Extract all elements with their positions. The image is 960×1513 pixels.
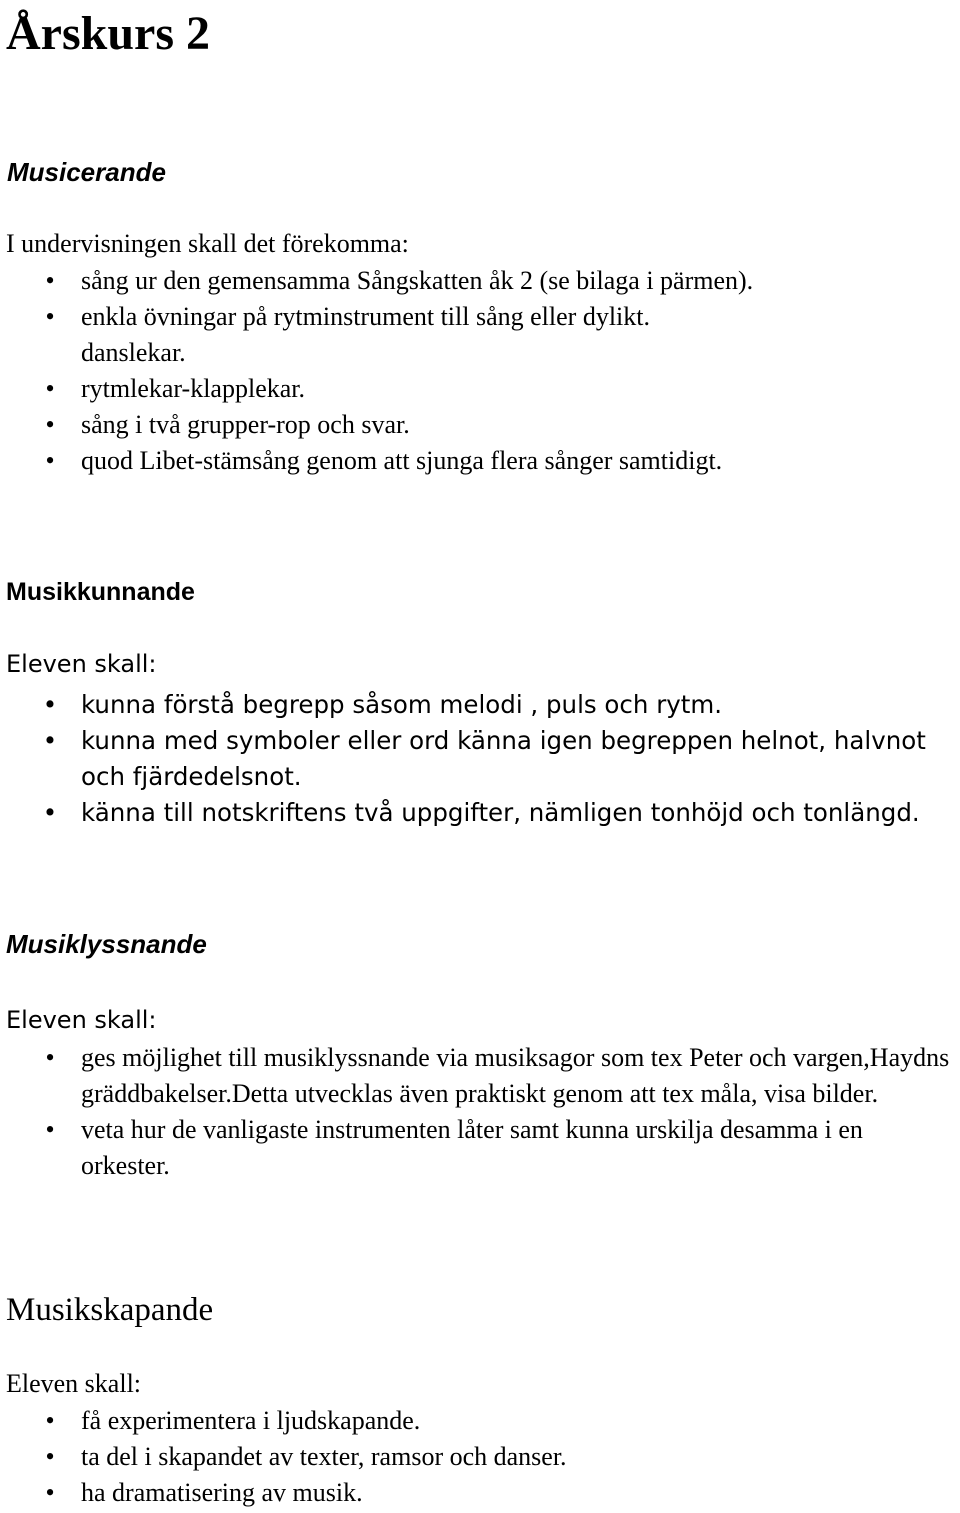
intro-text: Eleven skall:	[6, 1369, 142, 1398]
section-heading-musikkunnande: Musikkunnande	[6, 578, 195, 606]
musikkunnande-list	[0, 687, 960, 831]
list-item: • kunna med symboler eller ord känna igen begreppen helnot, halvnot och fjärdedelsnot.	[0, 723, 960, 795]
bullet-icon: •	[45, 1115, 55, 1144]
list-item: • veta hur de vanligaste instrumenten låter samt kunna urskilja desamma i en orkester.	[0, 1112, 958, 1184]
bullet-icon: •	[45, 410, 55, 439]
list-item: • känna till notskriftens två uppgifter, nämligen tonhöjd och tonlängd.	[0, 795, 960, 831]
musiklyssnande-list	[0, 1040, 958, 1184]
bullet-icon: •	[45, 374, 55, 403]
list-item: • sång ur den gemensamma Sångskatten åk 2 (se bilaga i pärmen).	[0, 263, 950, 299]
page-title: Årskurs 2	[6, 7, 211, 60]
bullet-icon: •	[45, 302, 55, 331]
section-heading-musicerande: Musicerande	[7, 157, 166, 187]
bullet-icon: •	[42, 726, 58, 755]
intro-text: Eleven skall:	[6, 1006, 157, 1034]
bullet-icon: •	[45, 1043, 55, 1072]
list-item: • quod Libet-stämsång genom att sjunga flera sånger samtidigt.	[0, 443, 950, 479]
list-item: • enkla övningar på rytminstrument till sång eller dylikt.	[0, 299, 950, 335]
bullet-icon: •	[45, 1478, 55, 1507]
bullet-icon: •	[45, 1406, 55, 1435]
list-item: • få experimentera i ljudskapande.	[0, 1403, 950, 1439]
intro-text: Eleven skall:	[6, 650, 157, 678]
list-item: • rytmlekar-klapplekar.	[0, 371, 950, 407]
bullet-icon: •	[45, 1442, 55, 1471]
list-item: danslekar.	[81, 338, 186, 367]
list-item: • sång i två grupper-rop och svar.	[0, 407, 950, 443]
section-heading-musiklyssnande: Musiklyssnande	[6, 929, 207, 959]
bullet-icon: •	[45, 266, 55, 295]
musicerande-list	[0, 263, 950, 479]
musikskapande-list	[0, 1403, 950, 1511]
bullet-icon: •	[45, 446, 55, 475]
list-item: • kunna förstå begrepp såsom melodi , puls och rytm.	[0, 687, 960, 723]
bullet-icon: •	[42, 798, 58, 827]
bullet-icon: •	[42, 690, 58, 719]
list-item: • ges möjlighet till musiklyssnande via musiksagor som tex Peter och vargen,Haydns gräddbakelser.Detta utvecklas även praktiskt genom att tex måla, visa bilder.	[0, 1040, 958, 1112]
intro-text: I undervisningen skall det förekomma:	[6, 229, 409, 258]
list-item: • ha dramatisering av musik.	[0, 1475, 950, 1511]
section-heading-musikskapande: Musikskapande	[6, 1292, 214, 1328]
list-item: • ta del i skapandet av texter, ramsor och danser.	[0, 1439, 950, 1475]
